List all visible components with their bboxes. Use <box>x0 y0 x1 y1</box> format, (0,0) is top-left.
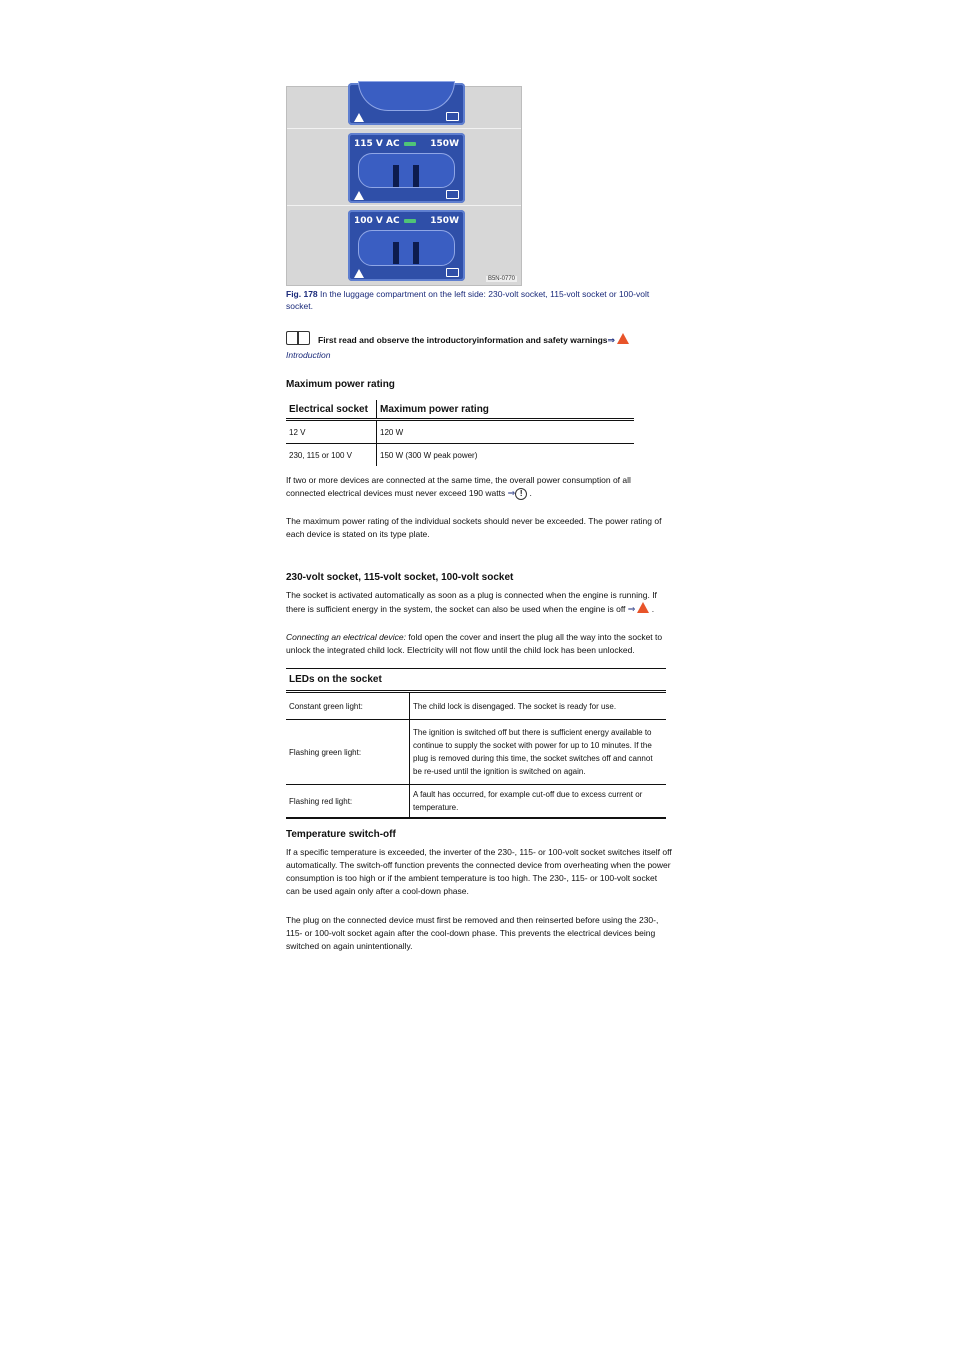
table-header: Electrical socket <box>286 400 377 420</box>
socket-recess <box>358 230 455 266</box>
paragraph-connecting-device <box>286 631 671 657</box>
paragraph-end: . <box>529 488 532 498</box>
figure-panel-115v <box>287 129 521 206</box>
paragraph-rating-exceed: The maximum power rating of the individual sockets should never be exceeded. The power rating of each device is stated on its type plate. <box>286 516 662 539</box>
plate-power: 150W <box>430 139 459 149</box>
socket-plate-115v <box>348 133 465 203</box>
manual-icon <box>446 112 459 121</box>
warning-icon <box>354 269 364 278</box>
socket-figure <box>286 86 522 286</box>
table-cell: Flashing green light: <box>286 720 410 785</box>
table-row <box>286 720 666 785</box>
led-icon <box>404 142 416 146</box>
arrow-icon: ⇒ <box>627 604 636 614</box>
plate-voltage: 115 V AC <box>354 139 400 149</box>
introduction-link[interactable]: Introduction <box>286 350 331 360</box>
plate-voltage: 100 V AC <box>354 216 400 226</box>
socket-pin <box>393 242 399 264</box>
socket-plate-230v <box>348 83 465 125</box>
book-icon <box>286 331 310 345</box>
manual-icon <box>446 190 459 199</box>
socket-pin <box>393 165 399 187</box>
paragraph-text: fold open the cover and insert the plug all the way into the socket to unlock the integrated child lock. Electricity will not flow until the child lock has been unlocked. <box>286 632 663 655</box>
socket-plate-100v <box>348 210 465 281</box>
socket-recess <box>358 153 455 188</box>
paragraph-text: If two or more devices are connected at the same time, the overall power consumption of all connected electrical devices must never exceed 190 watts <box>286 475 631 498</box>
socket-pin <box>413 242 419 264</box>
paragraph-label: Connecting an electrical device: <box>286 632 407 642</box>
note-text: First read and observe the introductoryinformation and safety warnings <box>318 335 608 345</box>
intro-note <box>286 331 666 361</box>
caption-text: In the luggage compartment on the left side: 230-volt socket, 115-volt socket or 100-volt socket. <box>286 289 650 311</box>
figure-panel-100v <box>287 206 521 285</box>
paragraph-socket-activation <box>286 589 671 616</box>
table-cell: 12 V <box>286 420 377 444</box>
table-cell: Constant green light: <box>286 692 410 720</box>
table-cell: The child lock is disengaged. The socket is ready for use. <box>413 701 617 711</box>
plate-power: 150W <box>430 216 459 226</box>
paragraph-cool-down: The plug on the connected device must first be removed and then reinserted before using the 230-, 115- or 100-volt socket again after the cool-down phase. This prevents the electrical devices being switched on again unintentionally. <box>286 915 659 951</box>
table-row <box>286 420 634 444</box>
table-header: Maximum power rating <box>380 403 489 415</box>
table-cell: The ignition is switched off but there is sufficient energy available to continue to supply the socket with power for up to 10 minutes. If the plug is removed during this time, the socket switches off and cannot be re-used until the ignition is switched on again. <box>413 728 653 776</box>
manual-icon <box>446 268 459 277</box>
warning-icon <box>354 191 364 200</box>
figure-label: Fig. 178 <box>286 289 318 299</box>
table-row <box>286 785 666 819</box>
paragraph-end: . <box>651 604 655 614</box>
notice-icon: ! <box>515 488 527 500</box>
table-cell: 150 W (300 W peak power) <box>380 450 478 460</box>
warning-triangle-icon <box>617 333 629 344</box>
figure-panel-230v <box>287 87 521 129</box>
arrow-icon: ⇒ <box>507 488 516 498</box>
arrow-icon: ⇒ <box>607 335 616 345</box>
table-cell: 230, 115 or 100 V <box>286 444 377 467</box>
section-heading-sockets: 230-volt socket, 115-volt socket, 100-volt socket <box>286 572 514 583</box>
table-cell: Flashing red light: <box>286 785 410 819</box>
table-cell: 120 W <box>380 427 404 437</box>
table-row <box>286 692 666 720</box>
paragraph-text: The socket is activated automatically as soon as a plug is connected when the engine is running. If there is sufficient energy in the system, the socket can also be used when the engine is off <box>286 590 657 614</box>
led-table <box>286 668 666 819</box>
table-row <box>286 444 634 467</box>
warning-icon <box>354 113 364 122</box>
figure-caption <box>286 288 666 312</box>
power-rating-table <box>286 400 634 466</box>
led-table-title: LEDs on the socket <box>289 674 382 685</box>
section-heading-temperature: Temperature switch-off <box>286 829 396 840</box>
figure-code: B5N-0770 <box>487 276 515 282</box>
warning-triangle-icon <box>637 602 649 613</box>
paragraph-temperature: If a specific temperature is exceeded, the inverter of the 230-, 115- or 100-volt socket switches itself off automatically. The switch-off function prevents the connected device from overheating when the power consumption is too high or if the ambient temperature is too high. The 230-, 115- or 100-volt socket can be used again only after a cool-down phase. <box>286 847 672 896</box>
paragraph-power-consumption <box>286 474 671 500</box>
socket-pin <box>413 165 419 187</box>
led-icon <box>404 219 416 223</box>
section-heading-max-power: Maximum power rating <box>286 379 395 390</box>
table-cell: A fault has occurred, for example cut-off due to excess current or temperature. <box>413 790 643 812</box>
